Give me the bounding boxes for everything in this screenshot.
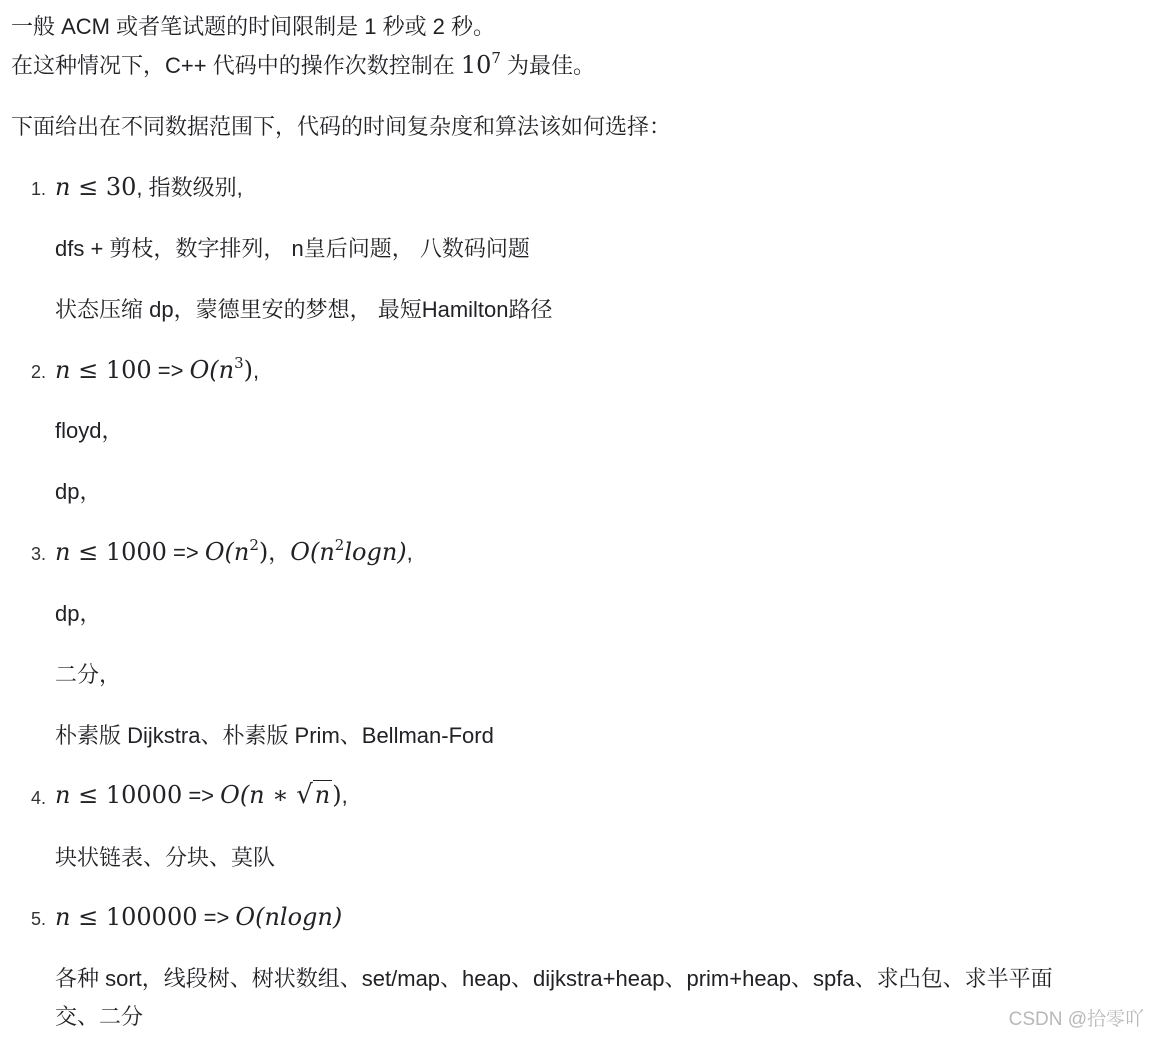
list-item-detail: 朴素版 Dijkstra、朴素版 Prim、Bellman-Ford [55, 723, 494, 748]
list-item-number: 5. [31, 909, 47, 929]
list-item-detail: 块状链表、分块、莫队 [55, 845, 276, 870]
list-item-detail: 二分， [55, 662, 122, 687]
list-item-detail: 状态压缩 dp，蒙德里安的梦想， 最短Hamilton路径 [55, 297, 553, 322]
intro-line-1: 一般 ACM 或者笔试题的时间限制是 1 秒或 2 秒。 [11, 14, 496, 39]
square-root: √n [296, 780, 331, 810]
list-item-detail: 交、二分 [55, 1004, 144, 1029]
list-item-number: 4. [31, 788, 47, 808]
intro-line-2-after: 为最佳。 [500, 53, 596, 78]
list-item-detail: dp， [55, 601, 102, 626]
list-item-detail: dfs + 剪枝，数字排列， n皇后问题， 八数码问题 [55, 236, 530, 261]
intro-line-2 [11, 50, 595, 81]
list-item-heading: n ≤ 30, 指数级别, [55, 173, 243, 201]
list-item-number: 1. [31, 179, 47, 199]
list-item-heading: $n \le 100 => O(n^3)$, [55, 354, 260, 384]
intro-line-3: 下面给出在不同数据范围下，代码的时间复杂度和算法该如何选择： [11, 114, 672, 139]
list-item-number: 3. [31, 544, 47, 564]
list-item-detail: 各种 sort，线段树、树状数组、set/map、heap、dijkstra+heap、prim+heap、spfa、求凸包、求半平面 [55, 966, 1053, 991]
power-of-ten: $10^7$ [460, 49, 501, 79]
intro-line-2-before: 在这种情况下，C++ 代码中的操作次数控制在 [11, 53, 461, 78]
list-item-detail: dp， [55, 479, 102, 504]
list-item-detail: floyd， [55, 418, 124, 443]
watermark: CSDN @拾零吖 [1008, 1009, 1144, 1030]
list-item-number: 2. [31, 362, 47, 382]
list-item-heading: n ≤ 100000 => O(nlogn) [55, 903, 343, 931]
list-item-heading: n ≤ 10000 => O(n ∗ √n), [55, 780, 348, 810]
list-item-heading: $n \le 1000 => O(n^2)$，$O(n^2\log n)$, [55, 536, 413, 566]
